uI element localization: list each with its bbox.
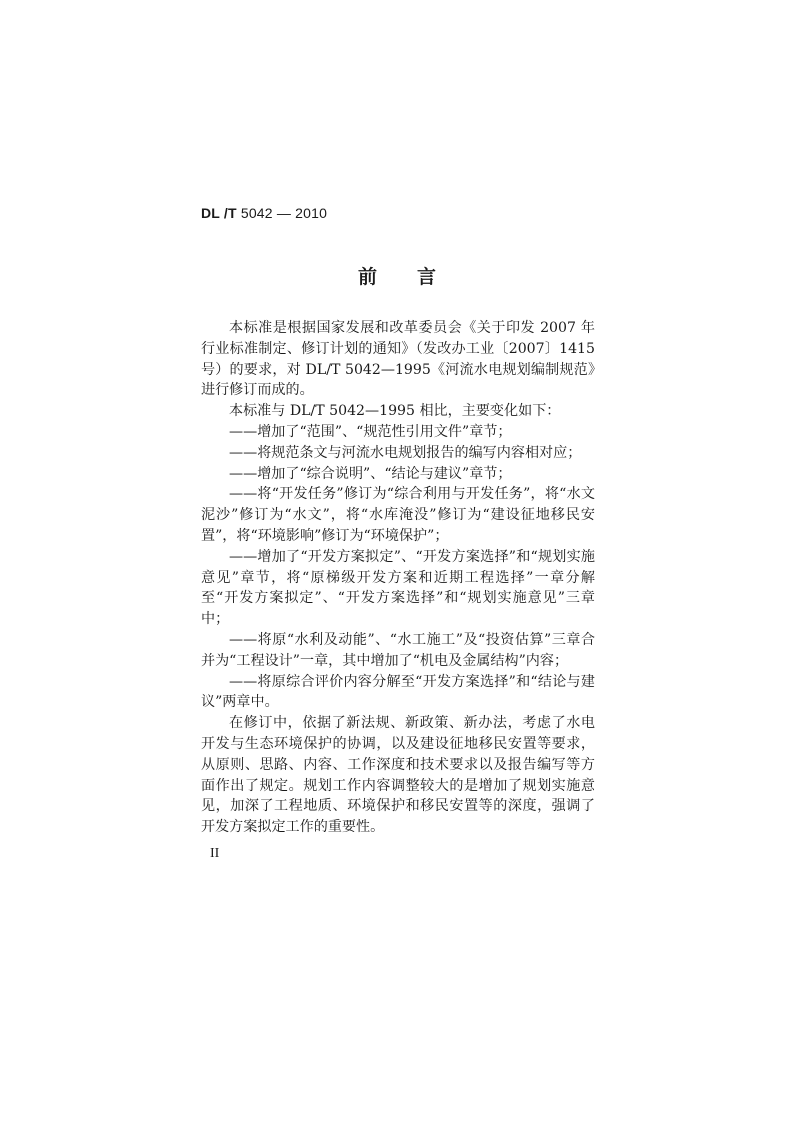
change-item: ——将原综合评价内容分解至“开发方案选择”和“结论与建议”两章中。 <box>201 673 595 711</box>
page-title: 前言 <box>357 266 476 288</box>
foreword-body <box>201 318 595 838</box>
standard-code-prefix: DL /T <box>201 205 237 221</box>
paragraph-changes-lead: 本标准与 DL/T 5042—1995 相比，主要变化如下： <box>229 403 561 420</box>
standard-code-number: 5042 — 2010 <box>236 205 328 221</box>
paragraph-intro: 本标准是根据国家发展和改革委员会《关于印发 2007 年行业标准制定、修订计划的通知》（发改办工业〔2007〕1415 号）的要求，对 DL/T 5042—1995《河流水电规划编制规范》进行修订而成的。 <box>201 320 595 399</box>
standard-code <box>201 205 327 221</box>
page-number: II <box>210 846 220 861</box>
change-item: ——增加了“范围”、“规范性引用文件”章节； <box>229 423 512 440</box>
change-item: ——增加了“开发方案拟定”、“开发方案选择”和“规划实施意见”章节，将“原梯级开发方案和近期工程选择”一章分解至“开发方案拟定”、“开发方案选择”和“规划实施意见”三章中； <box>201 548 595 628</box>
change-item: ——将“开发任务”修订为“综合利用与开发任务”，将“水文泥沙”修订为“水文”，将“水库淹没”修订为“建设征地移民安置”，将“环境影响”修订为“环境保护”； <box>201 486 595 544</box>
change-item: ——增加了“综合说明”、“结论与建议”章节； <box>229 465 512 482</box>
change-item: ——将原“水利及动能”、“水工施工”及“投资估算”三章合并为“工程设计”一章，其中增加了“机电及金属结构”内容； <box>201 631 595 669</box>
change-item: ——将规范条文与河流水电规划报告的编写内容相对应； <box>229 444 582 461</box>
paragraph-revision: 在修订中，依据了新法规、新政策、新办法，考虑了水电开发与生态环境保护的协调，以及建设征地移民安置等要求，从原则、思路、内容、工作深度和技术要求以及报告编写等方面作出了规定。规划工作内容调整较大的是增加了规划实施意见，加深了工程地质、环境保护和移民安置等的深度，强调了开发方案拟定工作的重要性。 <box>201 715 595 836</box>
